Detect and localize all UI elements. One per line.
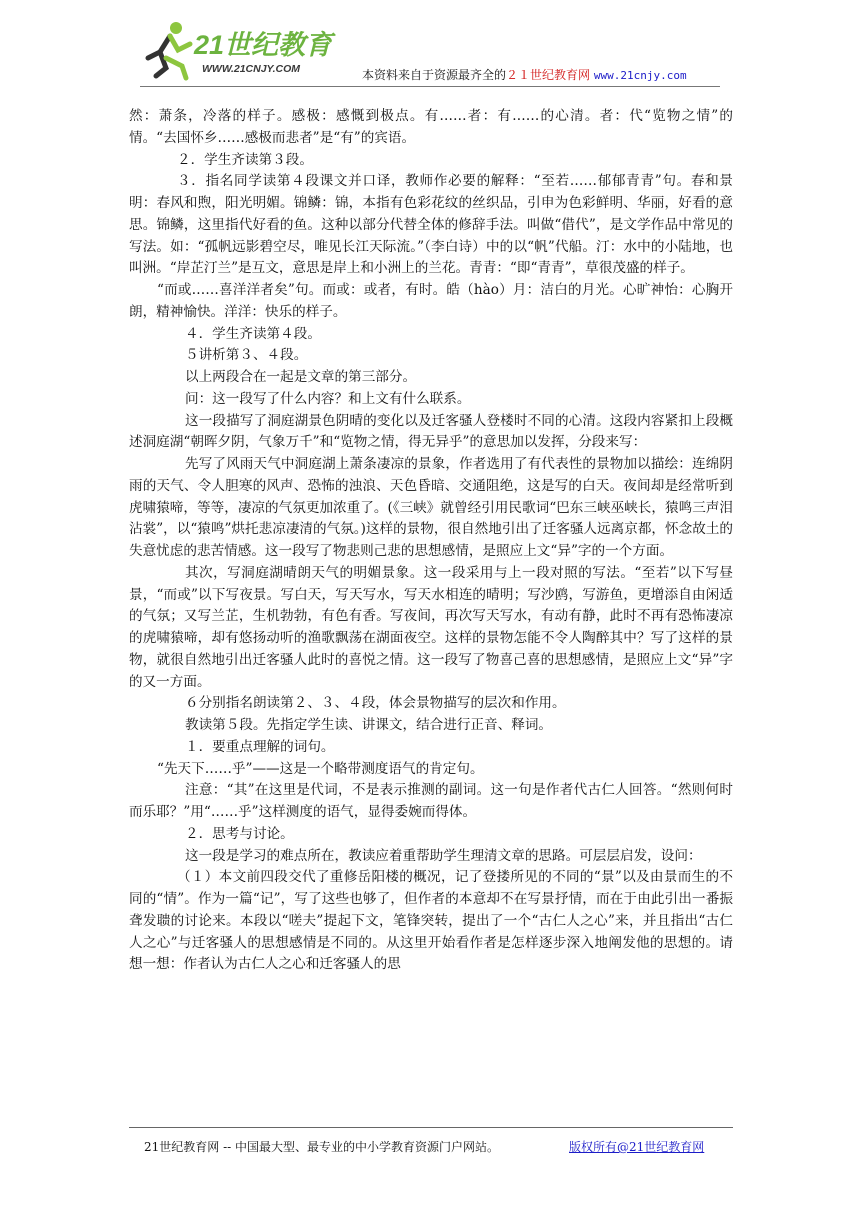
paragraph: １．要重点理解的词句。: [185, 738, 335, 755]
running-figure-icon: [148, 22, 190, 78]
paragraph: 注意：“其”在这里是代词，不是表示推测的副词。这一句是作者代古仁人回答。“然则何时而乐耶？”用“……乎”这样测度的语气，显得委婉而得体。: [129, 782, 733, 820]
paragraph: ６分别指名朗读第２、３、４段，体会景物描写的层次和作用。: [185, 695, 566, 712]
footer-text: 21世纪教育网 -- 中国最大型、最专业的中小学教育资源门户网站。: [144, 1140, 500, 1154]
paragraph: 教读第５段。先指定学生读、讲课文，结合进行正音、释词。: [185, 717, 553, 733]
document-body: [129, 106, 733, 976]
paragraph: （１）本文前四段交代了重修岳阳楼的概况，记了登搂所见的不同的“景”以及由景而生的不同的“情”。作为一篇“记”，写了这些也够了，但作者的本意却不在写景抒情，而在于由此引出一番振聋发聩的讨论来。本段以“嗟夫”提起下文，笔锋突转，提出了一个“古仁人之心”来，并且指出“古仁人之心”与迁客骚人的思想感情是不同的。从这里开始看作者是怎样逐步深入地阐发他的思想的。请想一想：作者认为古仁人之心和迁客骚人的思: [129, 869, 733, 973]
header-source-note: [362, 66, 687, 83]
logo-text: 21世纪教育: [194, 30, 333, 60]
paragraph: ２．思考与讨论。: [185, 825, 294, 842]
header-note-url[interactable]: www.21cnjy.com: [593, 69, 687, 82]
paragraph: ５讲析第３、４段。: [185, 347, 308, 364]
page-header: [0, 0, 860, 95]
site-logo[interactable]: [130, 18, 350, 82]
paragraph: 其次，写洞庭湖晴朗天气的明媚景象。这一段采用与上一段对照的写法。“至若”以下写昼景，“而或”以下写夜景。写白天，写天写水，写天水相连的晴明；写沙鸥，写游鱼，更增添自由闲适的气氛；又写兰芷，生机勃勃，有色有香。写夜间，再次写天写水，有动有静，此时不再有恐怖凄凉的虎啸猿啼，却有悠扬动听的渔歌飘荡在湖面夜空。这样的景物怎能不令人陶醉其中？写了这样的景物，就很自然地引出迁客骚人此时的喜悦之情。这一段写了物喜己喜的思想感情，是照应上文“异”字的又一方面。: [129, 564, 733, 690]
header-note-prefix: 本资料来自于资源最齐全的: [362, 68, 507, 82]
paragraph: 这一段描写了洞庭湖景色阴晴的变化以及迁客骚人登楼时不同的心清。这段内容紧扣上段概述洞庭湖“朝晖夕阴，气象万千”和“览物之情，得无异乎”的意思加以发挥，分段来写：: [129, 412, 733, 451]
paragraph: 问：这一段写了什么内容？和上文有什么联系。: [185, 390, 471, 407]
header-divider: [140, 86, 720, 87]
paragraph: 然：萧条，冷落的样子。感极：感慨到极点。有……者：有……的心清。者：代“览物之情”的情。“去国怀乡……感极而悲者”是“有”的宾语。: [129, 108, 733, 146]
paragraph: ２．学生齐读第３段。: [177, 151, 313, 168]
paragraph: 以上两段合在一起是文章的第三部分。: [185, 369, 417, 385]
paragraph: ４．学生齐读第４段。: [185, 325, 321, 342]
paragraph: 这一段是学习的难点所在，教读应着重帮助学生理清文章的思路。可层层启发，设问：: [185, 847, 702, 864]
copyright-link[interactable]: 版权所有@21世纪教育网: [569, 1140, 705, 1154]
paragraph: ３．指名同学读第４段课文并口译，教师作必要的解释：“至若……郁郁青青”句。春和景明：春风和煦，阳光明媚。锦鳞：锦，本指有色彩花纹的丝织品，引申为色彩鲜明、华丽，好看的意思。锦鳞，这里指代好看的鱼。这种以部分代替全体的修辞手法。叫做“借代”，是文学作品中常见的写法。如：“孤帆远影碧空尽，唯见长江天际流。”（李白诗）中的以“帆”代船。汀：水中的小陆地，也叫洲。“岸芷汀兰”是互文，意思是岸上和小洲上的兰花。青青：“即“青青”，草很茂盛的样子。: [129, 173, 733, 277]
header-note-brand[interactable]: ２１世纪教育网: [506, 68, 591, 82]
footer-divider: [129, 1127, 733, 1128]
paragraph: “先天下……乎”——这是一个略带测度语气的肯定句。: [157, 760, 484, 777]
paragraph: 先写了风雨天气中洞庭湖上萧条凄凉的景象，作者选用了有代表性的景物加以描绘：连绵阴雨的天气、令人胆寒的风声、恐怖的浊浪、天色昏暗、交通阻绝，这是写的白天。夜间却是经常听到虎啸猿啼，等等，凄凉的气氛更加浓重了。(《三峡》就曾经引用民歌词“巴东三峡巫峡长，猿鸣三声泪沾裳”，以“猿鸣”烘托悲凉凄清的气氛。)这样的景物，很自然地引出了迁客骚人远离京都，怀念故土的失意忧虑的悲苦情感。这一段写了物悲则己悲的思想感情，是照应上文“异”字的一个方面。: [129, 456, 733, 559]
logo-url: WWW.21CNJY.COM: [202, 63, 301, 75]
paragraph: “而或……喜洋洋者矣”句。而或：或者，有时。皓（hào）月：洁白的月光。心旷神怡：心胸开朗，精神愉快。洋洋：快乐的样子。: [129, 282, 733, 320]
